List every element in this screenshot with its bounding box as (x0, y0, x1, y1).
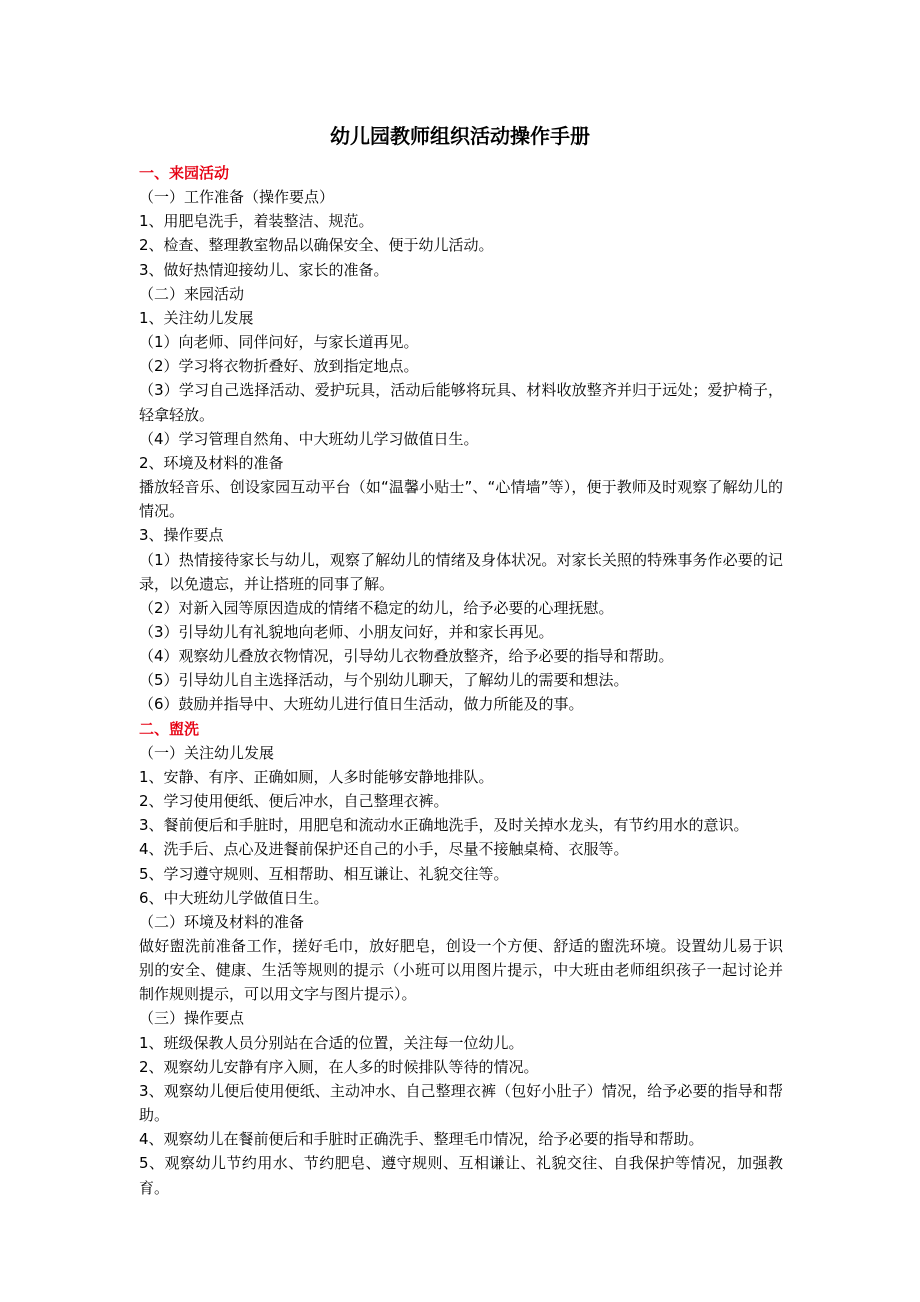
paragraph: （3）学习自己选择活动、爱护玩具，活动后能够将玩具、材料收放整齐并归于远处；爱护椅子，轻拿轻放。 (139, 381, 783, 424)
paragraph: 5、观察幼儿节约用水、节约肥皂、遵守规则、互相谦让、礼貌交往、自我保护等情况，加强教育。 (139, 1154, 783, 1197)
paragraph: （三）操作要点 (139, 1009, 245, 1028)
paragraph: 3、做好热情迎接幼儿、家长的准备。 (139, 260, 389, 279)
paragraph: （3）引导幼儿有礼貌地向老师、小朋友问好，并和家长再见。 (139, 622, 554, 641)
paragraph: 1、安静、有序、正确如厕，人多时能够安静地排队。 (139, 767, 494, 786)
paragraph: （二）来园活动 (139, 284, 245, 303)
paragraph: （1）向老师、同伴问好，与家长道再见。 (139, 333, 419, 352)
paragraph: 做好盥洗前准备工作，搓好毛巾，放好肥皂，创设一个方便、舒适的盥洗环境。设置幼儿易于识别的安全、健康、生活等规则的提示（小班可以用图片提示，中大班由老师组织孩子一起讨论并制作规则提示，可以用文字与图片提示）。 (139, 937, 783, 1004)
paragraph: 5、学习遵守规则、互相帮助、相互谦让、礼貌交往等。 (139, 864, 509, 883)
section-heading: 二、盥洗 (139, 719, 200, 738)
paragraph: 1、班级保教人员分别站在合适的位置，关注每一位幼儿。 (139, 1033, 524, 1052)
paragraph: 1、用肥皂洗手，着装整洁、规范。 (139, 212, 374, 231)
paragraph: （一）关注幼儿发展 (139, 743, 275, 762)
paragraph: 2、学习使用便纸、便后冲水，自己整理衣裤。 (139, 792, 449, 811)
paragraph: 4、观察幼儿在餐前便后和手脏时正确洗手、整理毛巾情况，给予必要的指导和帮助。 (139, 1130, 704, 1149)
paragraph: （二）环境及材料的准备 (139, 912, 305, 931)
paragraph: 播放轻音乐、创设家园互动平台（如“温馨小贴士”、“心情墙”等），便于教师及时观察了解幼儿的情况。 (139, 478, 783, 521)
section-heading: 一、来园活动 (139, 164, 230, 182)
paragraph: 2、环境及材料的准备 (139, 453, 284, 472)
paragraph: 2、观察幼儿安静有序入厕，在人多的时候排队等待的情况。 (139, 1057, 539, 1076)
paragraph: （1）热情接待家长与幼儿，观察了解幼儿的情绪及身体状况。对家长关照的特殊事务作必要的记录，以免遗忘，并让搭班的同事了解。 (139, 550, 783, 593)
paragraph: 1、关注幼儿发展 (139, 308, 254, 327)
document-body (139, 161, 783, 1200)
paragraph: 3、餐前便后和手脏时，用肥皂和流动水正确地洗手，及时关掉水龙头，有节约用水的意识。 (139, 816, 749, 835)
paragraph: （5）引导幼儿自主选择活动，与个别幼儿聊天，了解幼儿的需要和想法。 (139, 671, 629, 690)
document-title: 幼儿园教师组织活动操作手册 (330, 124, 590, 148)
paragraph: 2、检查、整理教室物品以确保安全、便于幼儿活动。 (139, 236, 494, 255)
paragraph: 3、操作要点 (139, 526, 224, 545)
paragraph: （2）学习将衣物折叠好、放到指定地点。 (139, 357, 419, 376)
paragraph: 3、观察幼儿便后使用便纸、主动冲水、自己整理衣裤（包好小肚子）情况，给予必要的指导和帮助。 (139, 1081, 783, 1125)
paragraph: 6、中大班幼儿学做值日生。 (139, 888, 329, 907)
paragraph: （一）工作准备（操作要点） (139, 188, 335, 207)
paragraph: （4）观察幼儿叠放衣物情况，引导幼儿衣物叠放整齐，给予必要的指导和帮助。 (139, 647, 674, 666)
paragraph: （4）学习管理自然角、中大班幼儿学习做值日生。 (139, 429, 479, 448)
paragraph: （2）对新入园等原因造成的情绪不稳定的幼儿，给予必要的心理抚慰。 (139, 598, 614, 617)
paragraph: 4、洗手后、点心及进餐前保护还自己的小手，尽量不接触桌椅、衣服等。 (139, 840, 629, 859)
paragraph: （6）鼓励并指导中、大班幼儿进行值日生活动，做力所能及的事。 (139, 695, 584, 714)
